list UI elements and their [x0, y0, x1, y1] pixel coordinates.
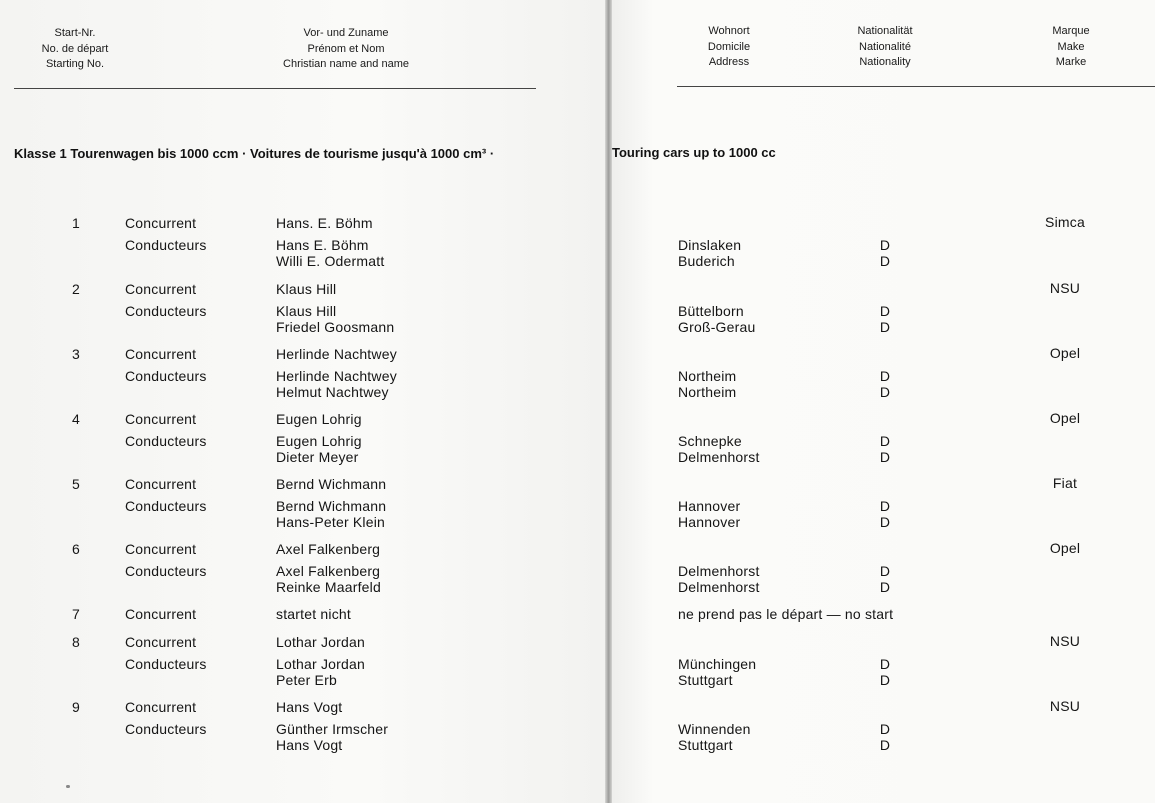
- driver-address: Stuttgart: [678, 736, 733, 753]
- car-make: Opel: [1049, 540, 1081, 556]
- driver-name: Hans-Peter Klein: [276, 513, 386, 530]
- concurrent-label: Concurrent: [125, 606, 197, 622]
- driver-nationality: D: [879, 318, 891, 335]
- driver-address: Schnepke: [678, 433, 742, 449]
- concurrent-label: Concurrent: [125, 476, 197, 492]
- driver-address: Hannover: [678, 498, 741, 514]
- start-number: 4: [72, 411, 80, 427]
- concurrent-label: Concurrent: [125, 411, 197, 427]
- conducteurs-label: Conducteurs: [125, 498, 207, 514]
- conducteurs-label: Conducteurs: [125, 721, 207, 737]
- driver-address: Buderich: [678, 252, 735, 269]
- driver-address: Northeim: [678, 383, 737, 400]
- driver-name: Günther Irmscher: [276, 721, 389, 737]
- driver-nationality: D: [879, 237, 891, 253]
- header-rule-left: [14, 88, 536, 89]
- concurrent-name: startet nicht: [276, 606, 351, 622]
- driver-nationality: D: [879, 736, 891, 753]
- car-make: NSU: [1049, 633, 1081, 649]
- driver-address: Delmenhorst: [678, 578, 760, 595]
- car-make: Opel: [1049, 345, 1081, 361]
- driver-address: Winnenden: [678, 721, 751, 737]
- class-heading: Klasse 1 Tourenwagen bis 1000 ccm · Voitures de tourisme jusqu'à 1000 cm³ ·: [14, 146, 495, 161]
- driver-nationality: D: [879, 383, 891, 400]
- driver-name: Reinke Maarfeld: [276, 578, 381, 595]
- driver-nationality: D: [879, 563, 891, 579]
- header-make: Marque Make Marke: [1052, 25, 1090, 68]
- concurrent-name: Eugen Lohrig: [276, 411, 362, 427]
- driver-nationality: D: [879, 721, 891, 737]
- driver-name: Helmut Nachtwey: [276, 383, 389, 400]
- concurrent-name: Herlinde Nachtwey: [276, 346, 397, 362]
- concurrent-label: Concurrent: [125, 346, 197, 362]
- car-make: NSU: [1049, 280, 1081, 296]
- car-make: Simca: [1045, 214, 1085, 230]
- driver-nationality: D: [879, 498, 891, 514]
- driver-address: Münchingen: [678, 656, 757, 672]
- driver-nationality: D: [879, 368, 891, 384]
- concurrent-name: Klaus Hill: [276, 281, 337, 297]
- driver-name: Hans E. Böhm: [276, 237, 369, 253]
- driver-name: Axel Falkenberg: [276, 563, 381, 579]
- start-number: 3: [72, 346, 80, 362]
- driver-address: Büttelborn: [678, 303, 744, 319]
- start-number: 8: [72, 634, 80, 650]
- driver-nationality: D: [879, 578, 891, 595]
- driver-address: Groß-Gerau: [678, 318, 756, 335]
- driver-nationality: D: [879, 303, 891, 319]
- concurrent-name: Lothar Jordan: [276, 634, 365, 650]
- car-make: Fiat: [1052, 475, 1078, 491]
- driver-address: Northeim: [678, 368, 737, 384]
- header-address: Wohnort Domicile Address: [707, 25, 751, 68]
- conducteurs-label: Conducteurs: [125, 563, 207, 579]
- header-rule-right: [677, 86, 1155, 87]
- driver-name: Klaus Hill: [276, 303, 337, 319]
- start-number: 6: [72, 541, 80, 557]
- concurrent-name: Bernd Wichmann: [276, 476, 387, 492]
- driver-nationality: D: [879, 513, 891, 530]
- paper-speck: [66, 785, 70, 788]
- car-make: Opel: [1049, 410, 1081, 426]
- driver-name: Eugen Lohrig: [276, 433, 362, 449]
- driver-address: Stuttgart: [678, 671, 733, 688]
- driver-nationality: D: [879, 448, 891, 465]
- concurrent-name: Hans. E. Böhm: [276, 215, 373, 231]
- driver-nationality: D: [879, 656, 891, 672]
- start-number: 9: [72, 699, 80, 715]
- start-number: 2: [72, 281, 80, 297]
- concurrent-label: Concurrent: [125, 634, 197, 650]
- conducteurs-label: Conducteurs: [125, 368, 207, 384]
- concurrent-label: Concurrent: [125, 541, 197, 557]
- no-start-note: ne prend pas le départ — no start: [678, 606, 894, 622]
- driver-address: Delmenhorst: [678, 563, 760, 579]
- start-number: 5: [72, 476, 80, 492]
- conducteurs-label: Conducteurs: [125, 433, 207, 449]
- concurrent-label: Concurrent: [125, 215, 197, 231]
- driver-name: Willi E. Odermatt: [276, 252, 385, 269]
- driver-name: Peter Erb: [276, 671, 337, 688]
- concurrent-label: Concurrent: [125, 281, 197, 297]
- driver-address: Delmenhorst: [678, 448, 760, 465]
- concurrent-label: Concurrent: [125, 699, 197, 715]
- driver-address: Hannover: [678, 513, 741, 530]
- start-number: 7: [72, 606, 80, 622]
- driver-name: Friedel Goosmann: [276, 318, 395, 335]
- conducteurs-label: Conducteurs: [125, 656, 207, 672]
- concurrent-name: Axel Falkenberg: [276, 541, 381, 557]
- class-heading-en: Touring cars up to 1000 cc: [612, 145, 776, 160]
- start-number: 1: [72, 215, 80, 231]
- car-make: NSU: [1049, 698, 1081, 714]
- driver-name: Dieter Meyer: [276, 448, 359, 465]
- header-start-no: Start-Nr. No. de départ Starting No.: [41, 27, 109, 70]
- driver-nationality: D: [879, 433, 891, 449]
- driver-nationality: D: [879, 671, 891, 688]
- header-nationality: Nationalität Nationalité Nationality: [857, 25, 913, 68]
- conducteurs-label: Conducteurs: [125, 237, 207, 253]
- driver-name: Bernd Wichmann: [276, 498, 387, 514]
- concurrent-name: Hans Vogt: [276, 699, 343, 715]
- driver-name: Lothar Jordan: [276, 656, 365, 672]
- driver-address: Dinslaken: [678, 237, 742, 253]
- driver-name: Herlinde Nachtwey: [276, 368, 397, 384]
- driver-name: Hans Vogt: [276, 736, 343, 753]
- book-gutter: [605, 0, 612, 803]
- conducteurs-label: Conducteurs: [125, 303, 207, 319]
- header-name: Vor- und Zuname Prénom et Nom Christian name and name: [283, 27, 409, 70]
- driver-nationality: D: [879, 252, 891, 269]
